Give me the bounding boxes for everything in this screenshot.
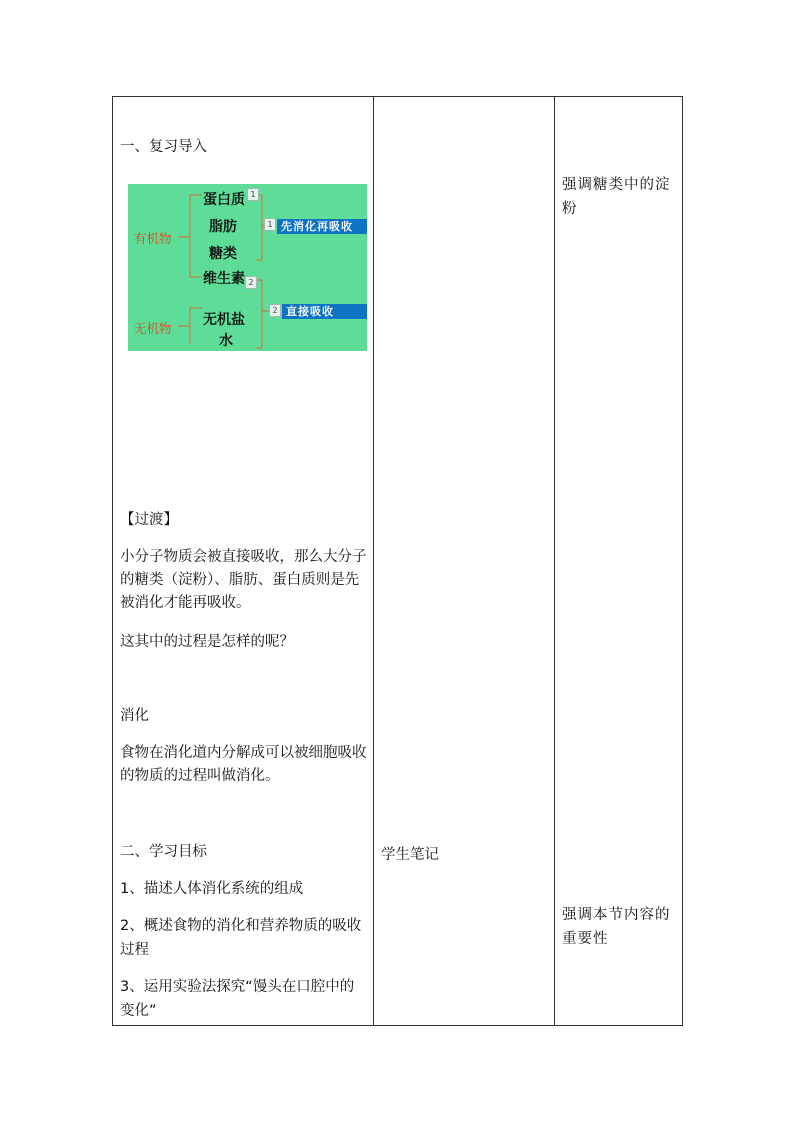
transition-question: 这其中的过程是怎样的呢？ bbox=[120, 634, 294, 650]
student-activity-column bbox=[374, 97, 555, 1026]
num-badge-2a: 2 bbox=[245, 276, 257, 289]
item-water: 水 bbox=[219, 333, 233, 349]
organic-label: 有机物 bbox=[134, 231, 172, 246]
item-mineral: 无机盐 bbox=[203, 312, 245, 328]
digestion-definition: 食物在消化道内分解成可以被细胞吸收的物质的过程叫做消化。 bbox=[120, 745, 367, 784]
goal-3: 3、运用实验法探究“馒头在口腔中的变化” bbox=[120, 979, 355, 1019]
note-starch: 强调糖类中的淀粉 bbox=[562, 177, 671, 217]
item-protein: 蛋白质 bbox=[203, 192, 245, 208]
student-notes: 学生笔记 bbox=[381, 847, 439, 863]
num-badge-1a: 1 bbox=[247, 188, 259, 201]
note-importance: 强调本节内容的重要性 bbox=[562, 907, 671, 947]
num-badge-1b: 1 bbox=[264, 218, 276, 231]
item-fat: 脂肪 bbox=[209, 219, 237, 235]
item-vitamin: 维生素 bbox=[203, 271, 245, 287]
num-badge-2b: 2 bbox=[269, 304, 281, 317]
goal-2: 2、概述食物的消化和营养物质的吸收过程 bbox=[120, 918, 362, 958]
transition-heading: 【过渡】 bbox=[120, 512, 178, 528]
lesson-table bbox=[112, 96, 683, 1026]
transition-paragraph: 小分子物质会被直接吸收，那么大分子的糖类（淀粉）、脂肪、蛋白质则是先被消化才能再吸收。 bbox=[120, 549, 367, 611]
digestion-heading: 消化 bbox=[120, 708, 149, 724]
nutrient-diagram bbox=[128, 184, 367, 351]
section-review-heading: 一、复习导入 bbox=[120, 139, 207, 155]
section-goals-heading: 二、学习目标 bbox=[120, 844, 207, 860]
goal-1: 1、描述人体消化系统的组成 bbox=[120, 881, 304, 897]
digest-then-absorb-bar: 先消化再吸收 bbox=[277, 219, 367, 234]
design-intent-column bbox=[555, 97, 683, 1026]
item-sugar: 糖类 bbox=[209, 246, 237, 262]
content-column bbox=[113, 97, 374, 1026]
direct-absorb-bar: 直接吸收 bbox=[282, 304, 367, 319]
inorganic-label: 无机物 bbox=[134, 321, 172, 336]
